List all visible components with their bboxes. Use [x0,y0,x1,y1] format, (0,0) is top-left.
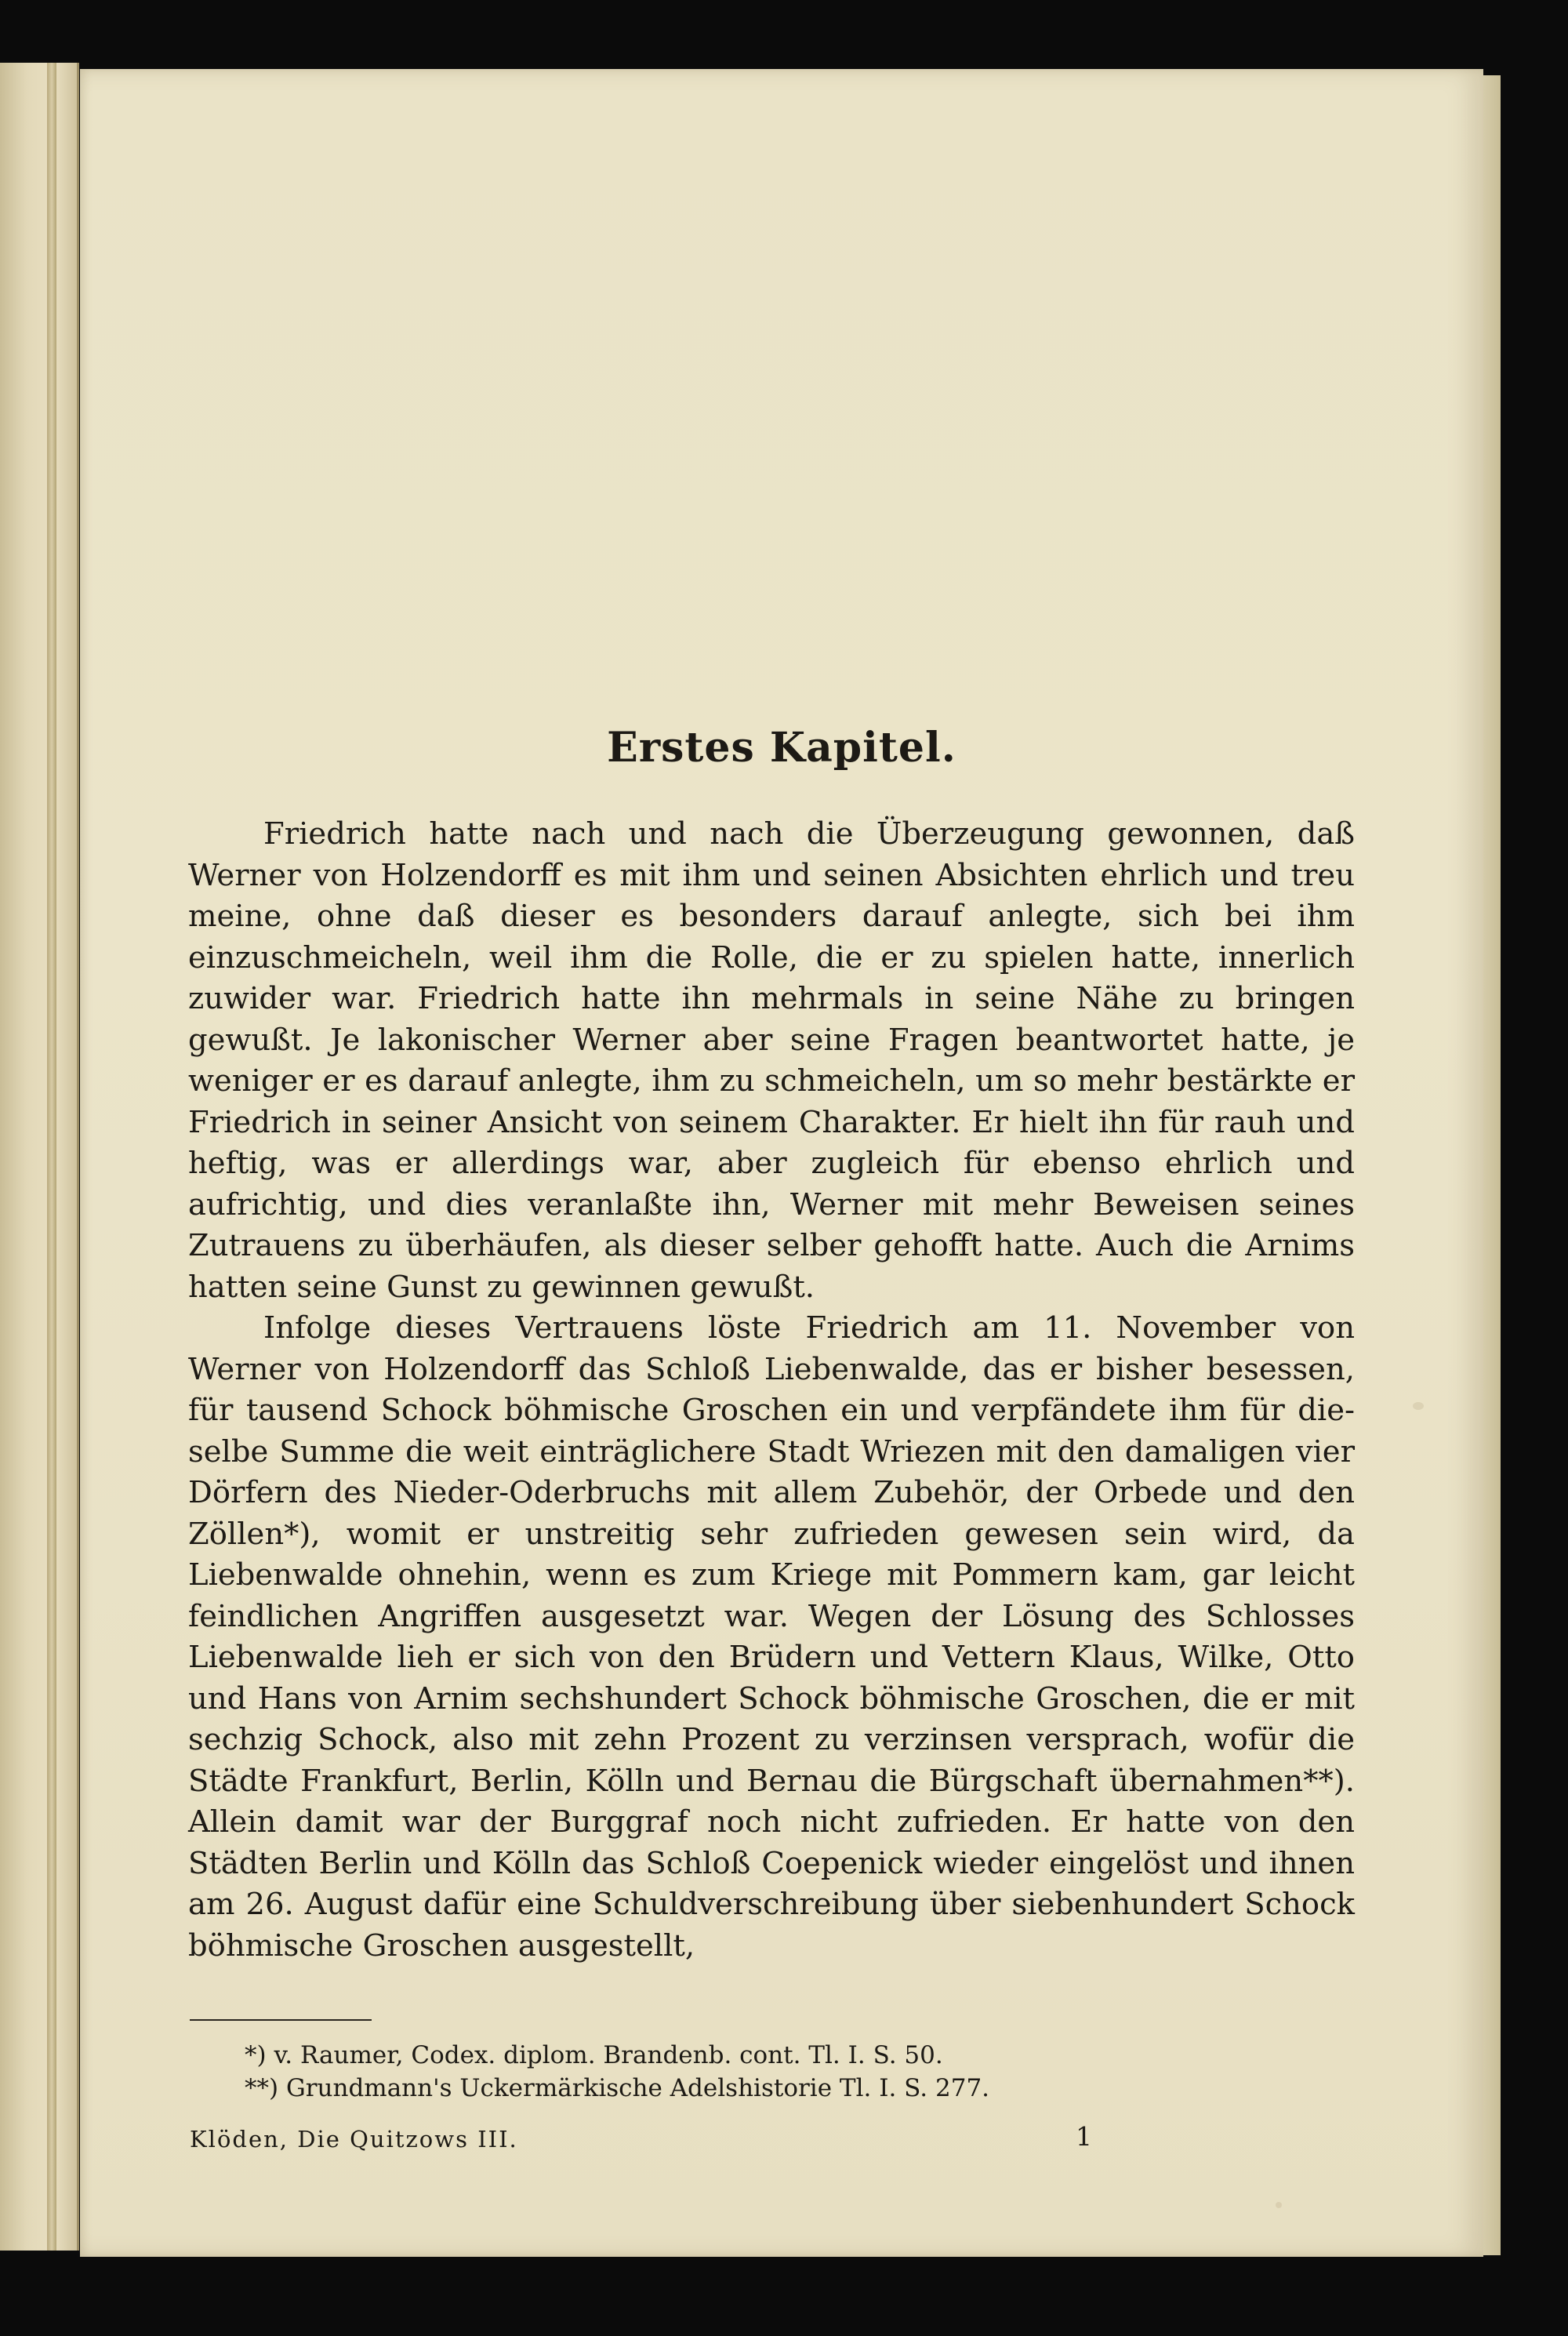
signature-line: Klöden, Die Quitzows III. [190,2126,518,2153]
previous-page-edge [0,63,79,2251]
chapter-title: Erstes Kapitel. [607,723,956,772]
page-number: 1 [1076,2121,1092,2152]
paragraph: Infolge dieses Vertrauens löste Friedrich am 11. November von Werner von Holzendorff das Schloß Liebenwalde, das er bisher besessen, für tausend Schock böhmische Groschen ein und verpfändete ihm für dieselbe Summe die weit einträglichere Stadt Wriezen mit den damaligen vier Dörfern des Nieder-Oderbruchs mit allem Zubehör, der Orbede und den Zöllen*), womit er unstreitig sehr zufrieden gewesen sein wird, da Liebenwalde ohnehin, wenn es zum Kriege mit Pommern kam, gar leicht feindlichen Angriffen ausgesetzt war. Wegen der Lösung des Schlosses Liebenwalde lieh er sich von den Brüdern und Vettern Klaus, Wilke, Otto und Hans von Arnim sechshundert Schock böhmische Groschen, die er mit sechzig Schock, also mit zehn Prozent zu verzinsen versprach, wofür die Städte Frankfurt, Berlin, Kölln und Bernau die Bürgschaft übernahmen**). Allein damit war der Burggraf noch nicht zufrieden. Er hatte von den Städten Berlin und Kölln das Schloß Coepenick wieder eingelöst und ihnen am 26. August dafür eine Schuldverschreibung über siebenhundert Schock böhmische Groschen ausgestellt, [188,1310,1355,1964]
paragraph: Friedrich hatte nach und nach die Überzeugung gewonnen, daß Werner von Holzendorff es mit ihm und seinen Absichten ehrlich und treu meine, ohne daß dieser es besonders darauf anlegte, sich bei ihm einzuschmeicheln, weil ihm die Rolle, die er zu spielen hatte, innerlich zuwider war. Friedrich hatte ihn mehrmals in seine Nähe zu bringen gewußt. Je lakonischer Werner aber seine Fragen beantwortet hatte, je weniger er es darauf anlegte, ihm zu schmeicheln, um so mehr bestärkte er Friedrich in seiner Ansicht von seinem Charakter. Er hielt ihn für rauh und heftig, was er allerdings war, aber zugleich für ebenso ehrlich und aufrichtig, und dies veranlaßte ihn, Werner mit mehr Beweisen seines Zutrauens zu überhäufen, als dieser selber gehofft hatte. Auch die Arnims hatten seine Gunst zu gewinnen gewußt. [188,816,1355,1305]
footnotes [245,2039,1185,2105]
body-text [188,814,1355,1967]
footnote: **) Grundmann's Uckermärkische Adelshistorie Tl. I. S. 277. [245,2074,990,2102]
book-page [80,69,1483,2257]
paper-stain [1276,2202,1282,2208]
paper-stain [1413,1402,1424,1410]
footnote: *) v. Raumer, Codex. diplom. Brandenb. cont. Tl. I. S. 50. [245,2041,943,2069]
book-gutter [47,63,56,2251]
footnote-separator [190,2019,372,2021]
